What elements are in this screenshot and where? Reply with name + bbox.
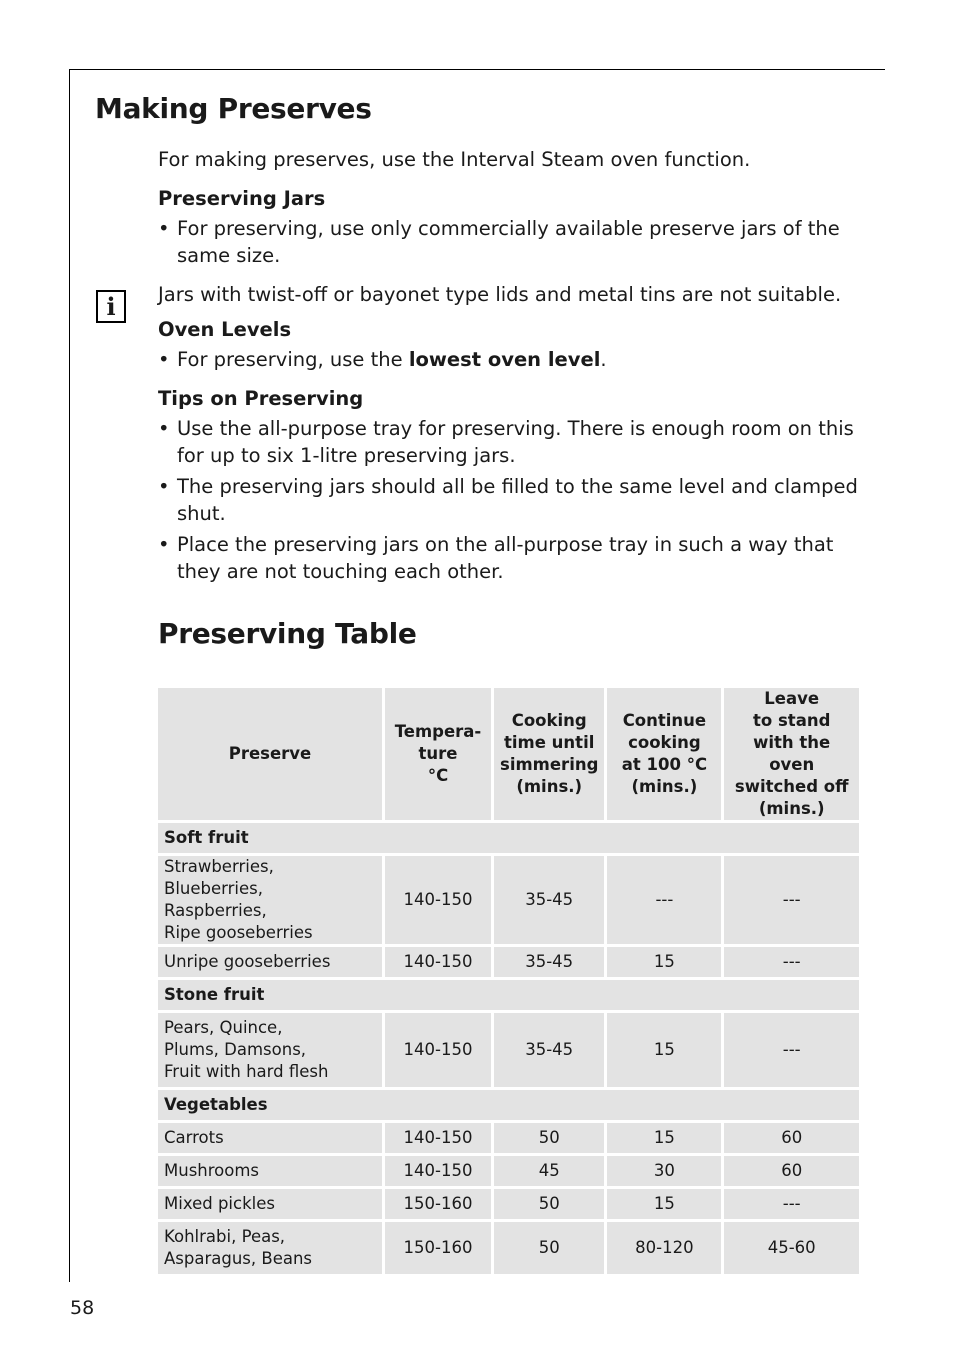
cell-temperature: 150-160 — [384, 1188, 493, 1221]
cell-preserve: Strawberries, Blueberries, Raspberries, Ripe gooseberries — [158, 855, 384, 946]
cell-preserve: Unripe gooseberries — [158, 946, 384, 979]
header-temperature: Tempera- ture °C — [384, 688, 493, 822]
bullet-text: For preserving, use only commercially available preserve jars of the same size. — [177, 217, 840, 267]
cell-preserve: Mushrooms — [158, 1155, 384, 1188]
category-row — [158, 822, 859, 855]
cell-preserve: Mixed pickles — [158, 1188, 384, 1221]
bullet-dot: • — [158, 475, 170, 498]
cell-cooking-time: 35-45 — [493, 855, 606, 946]
cell-temperature: 140-150 — [384, 855, 493, 946]
bullet-dot: • — [158, 217, 170, 240]
bullet-text: Use the all-purpose tray for preserving. There is enough room on this for up to six 1-litre preserving jars. — [177, 417, 854, 467]
preserving-table — [158, 688, 859, 1277]
cell-continue-cooking: 15 — [606, 946, 723, 979]
table-row — [158, 1012, 859, 1089]
cell-continue-cooking: 30 — [606, 1155, 723, 1188]
cell-temperature: 150-160 — [384, 1221, 493, 1276]
left-rule — [69, 69, 70, 1282]
cell-leave-to-stand: --- — [723, 1012, 859, 1089]
cell-continue-cooking: 15 — [606, 1122, 723, 1155]
tips-heading: Tips on Preserving — [158, 387, 364, 410]
cell-continue-cooking: 15 — [606, 1012, 723, 1089]
top-rule — [69, 69, 885, 70]
list-item — [158, 415, 860, 469]
cell-leave-to-stand: 45-60 — [723, 1221, 859, 1276]
bullet-text — [177, 346, 860, 373]
bullet-dot: • — [158, 417, 170, 440]
cell-leave-to-stand: --- — [723, 1188, 859, 1221]
preserving-jars-heading: Preserving Jars — [158, 187, 326, 210]
table-title: Preserving Table — [158, 617, 417, 650]
bullet-text: The preserving jars should all be filled to the same level and clamped shut. — [177, 475, 858, 525]
list-item — [158, 531, 860, 585]
page-number: 58 — [70, 1297, 95, 1319]
cell-cooking-time: 50 — [493, 1122, 606, 1155]
category-row — [158, 979, 859, 1012]
table-row — [158, 1155, 859, 1188]
category-name: Soft fruit — [158, 822, 859, 855]
table-row — [158, 855, 859, 946]
bullet-dot: • — [158, 533, 170, 556]
page-title: Making Preserves — [95, 92, 372, 125]
cell-temperature: 140-150 — [384, 1122, 493, 1155]
intro-text: For making preserves, use the Interval Steam oven function. — [158, 148, 751, 171]
header-leave-to-stand: Leave to stand with the oven switched off (mins.) — [723, 688, 859, 822]
main-content — [158, 146, 860, 589]
cell-continue-cooking: 80-120 — [606, 1221, 723, 1276]
info-note-text: Jars with twist-off or bayonet type lids and metal tins are not suitable. — [158, 283, 842, 306]
bullet-text: Place the preserving jars on the all-purpose tray in such a way that they are not touching each other. — [177, 533, 834, 583]
cell-cooking-time: 45 — [493, 1155, 606, 1188]
table-row — [158, 1188, 859, 1221]
header-continue-cooking: Continue cooking at 100 °C (mins.) — [606, 688, 723, 822]
cell-temperature: 140-150 — [384, 946, 493, 979]
cell-temperature: 140-150 — [384, 1012, 493, 1089]
cell-cooking-time: 50 — [493, 1188, 606, 1221]
header-preserve: Preserve — [158, 688, 384, 822]
cell-continue-cooking: 15 — [606, 1188, 723, 1221]
oven-levels-heading: Oven Levels — [158, 318, 292, 341]
cell-temperature: 140-150 — [384, 1155, 493, 1188]
category-name: Stone fruit — [158, 979, 859, 1012]
cell-leave-to-stand: 60 — [723, 1122, 859, 1155]
list-item — [158, 346, 860, 373]
bullet-dot: • — [158, 348, 170, 371]
bullet-text-prefix: For preserving, use the — [177, 348, 409, 371]
table-row — [158, 946, 859, 979]
cell-preserve: Pears, Quince, Plums, Damsons, Fruit with hard flesh — [158, 1012, 384, 1089]
bullet-text-bold: lowest oven level — [408, 348, 601, 371]
category-name: Vegetables — [158, 1089, 859, 1122]
table-header-row — [158, 688, 859, 822]
list-item — [158, 473, 860, 527]
list-item — [158, 215, 860, 269]
cell-preserve: Carrots — [158, 1122, 384, 1155]
cell-cooking-time: 35-45 — [493, 1012, 606, 1089]
header-cooking-time: Cooking time until simmering (mins.) — [493, 688, 606, 822]
cell-continue-cooking: --- — [606, 855, 723, 946]
cell-leave-to-stand: 60 — [723, 1155, 859, 1188]
table-row — [158, 1122, 859, 1155]
cell-leave-to-stand: --- — [723, 855, 859, 946]
table-row — [158, 1221, 859, 1276]
cell-preserve: Kohlrabi, Peas, Asparagus, Beans — [158, 1221, 384, 1276]
category-row — [158, 1089, 859, 1122]
bullet-text-suffix: . — [600, 348, 607, 371]
cell-cooking-time: 50 — [493, 1221, 606, 1276]
cell-cooking-time: 35-45 — [493, 946, 606, 979]
info-icon: i — [96, 290, 126, 323]
cell-leave-to-stand: --- — [723, 946, 859, 979]
